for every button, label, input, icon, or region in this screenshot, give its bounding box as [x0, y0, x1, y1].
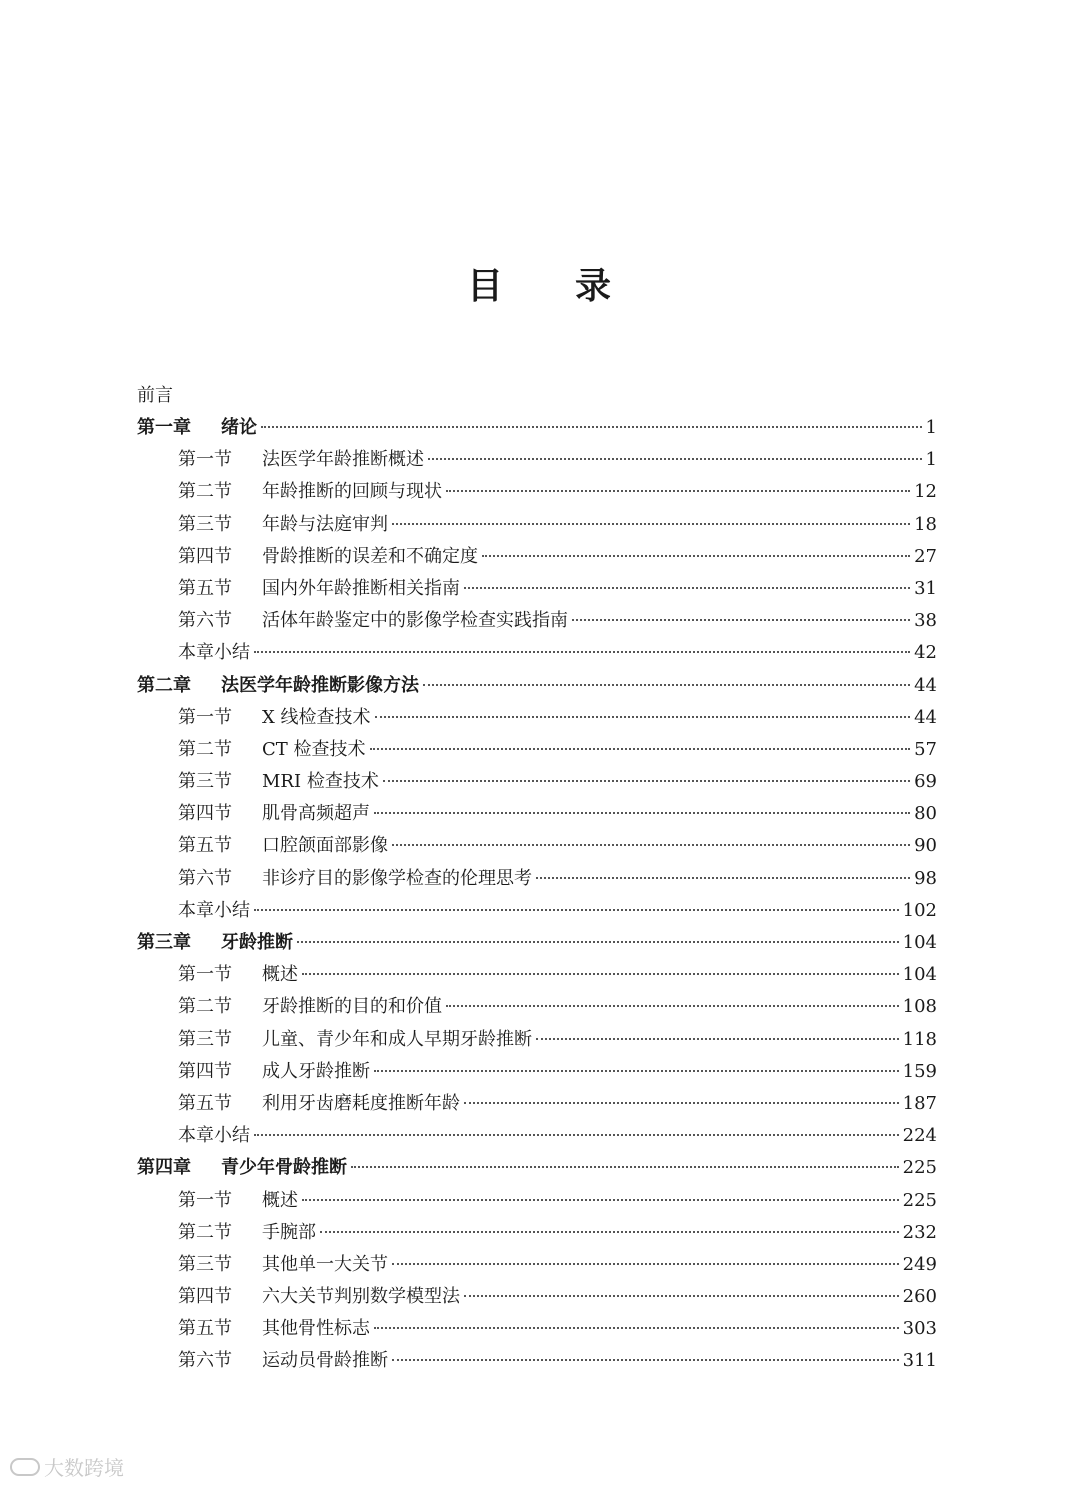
dot-leader — [302, 973, 899, 975]
entry-page-number: 224 — [902, 1125, 937, 1147]
toc-section-entry[interactable] — [137, 1217, 937, 1249]
entry-page-number: 232 — [902, 1221, 937, 1243]
entry-page-number: 102 — [902, 899, 937, 921]
entry-title: 牙龄推断的目的和价值 — [262, 996, 442, 1018]
dot-leader — [536, 1038, 899, 1040]
dot-leader — [375, 716, 911, 718]
entry-title: 本章小结 — [178, 1125, 250, 1147]
entry-title: 绪论 — [221, 417, 257, 438]
watermark-text: 大数跨境 — [44, 1456, 124, 1480]
entry-number: 第六节 — [178, 867, 232, 889]
toc-preface[interactable]: 前言 — [137, 385, 173, 406]
toc-section-entry[interactable] — [137, 1345, 937, 1377]
entry-number: 第五节 — [178, 1092, 232, 1114]
entry-page-number: 108 — [902, 996, 937, 1018]
entry-number: 第一节 — [178, 449, 232, 471]
entry-number: 第四节 — [178, 1286, 232, 1308]
entry-page-number: 249 — [902, 1253, 937, 1275]
title-char-1: 目 — [466, 265, 505, 307]
dot-leader — [392, 523, 910, 525]
toc-section-entry[interactable] — [137, 798, 937, 830]
entry-page-number: 90 — [914, 835, 937, 857]
dot-leader — [536, 877, 910, 879]
toc-section-entry[interactable] — [137, 541, 937, 573]
entry-title: 其他骨性标志 — [262, 1318, 370, 1340]
entry-title: 其他单一大关节 — [262, 1253, 388, 1275]
entry-page-number: 311 — [902, 1350, 937, 1372]
entry-page-number: 104 — [902, 964, 937, 986]
dot-leader — [392, 844, 910, 846]
dot-leader — [254, 651, 910, 653]
toc-chapter-entry[interactable] — [137, 1152, 937, 1184]
toc-section-entry[interactable] — [137, 1281, 937, 1313]
entry-title: 非诊疗目的影像学检查的伦理思考 — [262, 867, 532, 889]
entry-page-number: 1 — [925, 449, 937, 471]
entry-number: 第二节 — [178, 996, 232, 1018]
entry-title: 概述 — [262, 964, 298, 986]
toc-chapter-entry[interactable] — [137, 927, 937, 959]
entry-page-number: 98 — [914, 867, 937, 889]
entry-title: CT 检查技术 — [262, 738, 366, 760]
entry-title: 骨龄推断的误差和不确定度 — [262, 545, 478, 567]
toc-summary-entry[interactable] — [137, 637, 937, 669]
entry-page-number: 44 — [914, 674, 937, 696]
entry-page-number: 104 — [902, 932, 937, 953]
entry-title: X 线检查技术 — [262, 706, 371, 728]
entry-page-number: 44 — [914, 706, 937, 728]
toc-section-entry[interactable] — [137, 991, 937, 1023]
toc-section-entry[interactable] — [137, 1249, 937, 1281]
entry-title: 口腔颌面部影像 — [262, 835, 388, 857]
entry-number: 第六节 — [178, 610, 232, 632]
entry-number: 第二章 — [137, 674, 191, 696]
entry-page-number: 18 — [914, 513, 937, 535]
entry-title: 六大关节判别数学模型法 — [262, 1286, 460, 1308]
entry-page-number: 225 — [902, 1189, 937, 1211]
entry-number: 第五节 — [178, 835, 232, 857]
entry-title: 成人牙龄推断 — [262, 1060, 370, 1082]
entry-title: 年龄与法庭审判 — [262, 513, 388, 535]
dot-leader — [383, 780, 910, 782]
entry-title: 青少年骨龄推断 — [221, 1157, 347, 1179]
entry-page-number: 38 — [914, 610, 937, 632]
entry-number: 第二节 — [178, 481, 232, 503]
dot-leader — [428, 458, 922, 460]
entry-number: 第六节 — [178, 1350, 232, 1372]
entry-number: 第五节 — [178, 577, 232, 599]
entry-page-number: 69 — [914, 771, 937, 793]
dot-leader — [351, 1166, 899, 1168]
entry-page-number: 118 — [902, 1028, 937, 1050]
toc-section-entry[interactable] — [137, 734, 937, 766]
entry-number: 第一节 — [178, 706, 232, 728]
dot-leader — [482, 555, 910, 557]
entry-number: 第五节 — [178, 1318, 232, 1340]
entry-number: 第二节 — [178, 738, 232, 760]
toc-summary-entry[interactable] — [137, 895, 937, 927]
entry-page-number: 303 — [902, 1318, 937, 1340]
entry-number: 第三章 — [137, 932, 191, 953]
entry-title: 本章小结 — [178, 899, 250, 921]
dot-leader — [302, 1199, 899, 1201]
dot-leader — [261, 426, 922, 428]
entry-page-number: 57 — [914, 738, 937, 760]
dot-leader — [254, 1134, 899, 1136]
entry-title: 法医学年龄推断概述 — [262, 449, 424, 471]
entry-title: 牙龄推断 — [221, 932, 293, 953]
toc-entries — [137, 412, 937, 1378]
entry-page-number: 225 — [902, 1157, 937, 1179]
dot-leader — [254, 909, 899, 911]
dot-leader — [374, 1327, 899, 1329]
entry-title: 法医学年龄推断影像方法 — [221, 674, 419, 696]
toc-section-entry[interactable] — [137, 605, 937, 637]
watermark-logo-icon — [10, 1458, 40, 1476]
entry-title: MRI 检查技术 — [262, 771, 379, 793]
entry-page-number: 42 — [914, 642, 937, 664]
entry-title: 活体年龄鉴定中的影像学检查实践指南 — [262, 610, 568, 632]
toc-section-entry[interactable] — [137, 1024, 937, 1056]
entry-page-number: 187 — [902, 1092, 937, 1114]
toc-chapter-entry[interactable] — [137, 412, 937, 444]
toc-section-entry[interactable] — [137, 1088, 937, 1120]
entry-number: 第二节 — [178, 1221, 232, 1243]
entry-number: 第四章 — [137, 1157, 191, 1179]
entry-page-number: 80 — [914, 803, 937, 825]
entry-number: 第四节 — [178, 545, 232, 567]
toc-chapter-entry[interactable] — [137, 670, 937, 702]
toc-section-entry[interactable] — [137, 830, 937, 862]
entry-number: 第三节 — [178, 1028, 232, 1050]
entry-number: 第四节 — [178, 803, 232, 825]
toc-section-entry[interactable] — [137, 1185, 937, 1217]
dot-leader — [446, 1005, 899, 1007]
toc-section-entry[interactable] — [137, 573, 937, 605]
entry-title: 运动员骨龄推断 — [262, 1350, 388, 1372]
entry-number: 第一章 — [137, 417, 191, 438]
toc-section-entry[interactable] — [137, 863, 937, 895]
toc-section-entry[interactable] — [137, 1056, 937, 1088]
entry-title: 手腕部 — [262, 1221, 316, 1243]
entry-title: 利用牙齿磨耗度推断年龄 — [262, 1092, 460, 1114]
entry-title: 儿童、青少年和成人早期牙龄推断 — [262, 1028, 532, 1050]
entry-title: 本章小结 — [178, 642, 250, 664]
entry-number: 第一节 — [178, 964, 232, 986]
dot-leader — [423, 684, 910, 686]
dot-leader — [572, 619, 910, 621]
toc-section-entry[interactable] — [137, 444, 937, 476]
dot-leader — [464, 1102, 899, 1104]
toc-section-entry[interactable] — [137, 702, 937, 734]
title-char-2: 录 — [575, 265, 614, 307]
toc-summary-entry[interactable] — [137, 1120, 937, 1152]
entry-page-number: 12 — [914, 481, 937, 503]
toc-section-entry[interactable] — [137, 476, 937, 508]
toc-section-entry[interactable] — [137, 766, 937, 798]
table-of-contents — [137, 380, 937, 1378]
entry-page-number: 27 — [914, 545, 937, 567]
page-title — [0, 258, 1080, 309]
dot-leader — [446, 490, 910, 492]
entry-title: 肌骨高频超声 — [262, 803, 370, 825]
dot-leader — [464, 1295, 899, 1297]
toc-section-entry[interactable] — [137, 959, 937, 991]
dot-leader — [297, 941, 899, 943]
dot-leader — [392, 1263, 899, 1265]
entry-title: 概述 — [262, 1189, 298, 1211]
entry-title: 年龄推断的回顾与现状 — [262, 481, 442, 503]
entry-page-number: 1 — [925, 417, 937, 438]
entry-page-number: 159 — [902, 1060, 937, 1082]
dot-leader — [392, 1359, 899, 1361]
entry-number: 第三节 — [178, 513, 232, 535]
entry-number: 第四节 — [178, 1060, 232, 1082]
entry-number: 第三节 — [178, 1253, 232, 1275]
toc-section-entry[interactable] — [137, 1313, 937, 1345]
entry-number: 第一节 — [178, 1189, 232, 1211]
dot-leader — [370, 748, 911, 750]
entry-page-number: 260 — [902, 1286, 937, 1308]
entry-number: 第三节 — [178, 771, 232, 793]
dot-leader — [464, 587, 910, 589]
entry-page-number: 31 — [914, 577, 937, 599]
dot-leader — [374, 812, 910, 814]
dot-leader — [320, 1231, 899, 1233]
dot-leader — [374, 1070, 899, 1072]
toc-section-entry[interactable] — [137, 509, 937, 541]
entry-title: 国内外年龄推断相关指南 — [262, 577, 460, 599]
watermark — [10, 1452, 124, 1481]
